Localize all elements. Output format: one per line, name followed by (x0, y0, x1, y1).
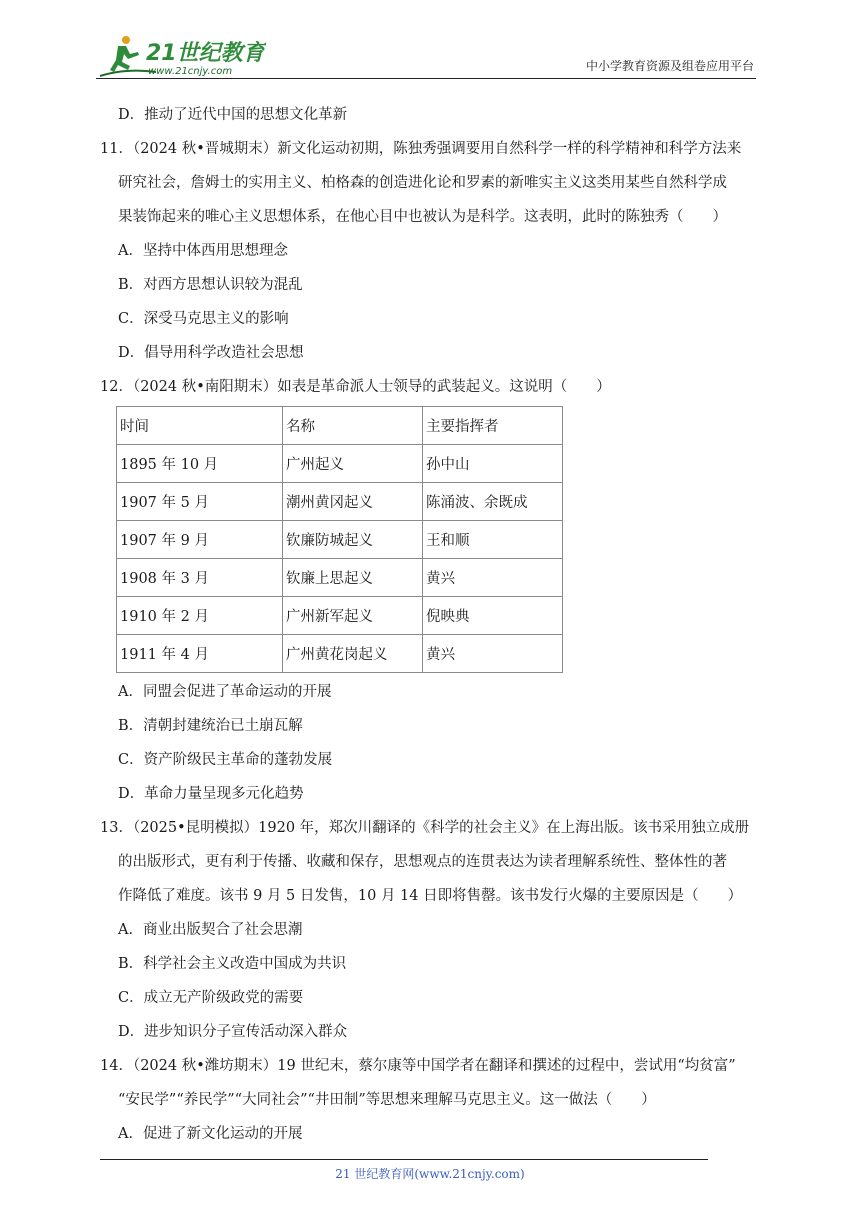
q14-option-a: A．促进了新文化运动的开展 (118, 1126, 303, 1142)
q12-stem: 12．（2024 秋•南阳期末）如表是革命派人士领导的武装起义。这说明（ ） (100, 379, 611, 395)
table-cell: 潮州黄冈起义 (283, 483, 423, 521)
q13-option-b: B．科学社会主义改造中国成为共识 (118, 956, 347, 972)
table-row (117, 597, 563, 635)
table-cell: 陈涌波、余既成 (423, 483, 563, 521)
document-body (100, 98, 764, 1151)
logo-text: 21世纪教育 (146, 41, 265, 66)
q13-option-d: D．进步知识分子宣传活动深入群众 (118, 1024, 348, 1040)
question-14 (100, 1049, 764, 1151)
q12-option-a: A．同盟会促进了革命运动的开展 (118, 684, 332, 700)
table-cell: 1910 年 2 月 (117, 597, 283, 635)
table-cell: 1908 年 3 月 (117, 559, 283, 597)
table-header-cell: 名称 (283, 407, 423, 445)
table-row (117, 483, 563, 521)
site-logo (96, 32, 266, 78)
table-cell: 1895 年 10 月 (117, 445, 283, 483)
prev-option-d: D．推动了近代中国的思想文化革新 (118, 107, 348, 123)
uprisings-table (116, 406, 563, 673)
question-12 (100, 370, 764, 811)
q14-stem-line-2: “安民学”“养民学”“大同社会”“井田制”等思想来理解马克思主义。这一做法（ ） (118, 1092, 656, 1108)
table-cell: 孙中山 (423, 445, 563, 483)
q13-option-a: A．商业出版契合了社会思潮 (118, 922, 303, 938)
table-cell: 广州起义 (283, 445, 423, 483)
q11-option-d: D．倡导用科学改造社会思想 (118, 345, 304, 361)
table-cell: 钦廉防城起义 (283, 521, 423, 559)
question-11 (100, 132, 764, 370)
q12-option-b: B．清朝封建统治已土崩瓦解 (118, 718, 303, 734)
q11-stem-line-2: 研究社会，詹姆士的实用主义、柏格森的创造进化论和罗素的新唯实主义这类用某些自然科学成 (118, 175, 727, 191)
table-row (117, 559, 563, 597)
question-13 (100, 811, 764, 1049)
table-header-row (117, 407, 563, 445)
logo-url: www.21cnjy.com (148, 66, 233, 77)
q11-stem-line-3: 果装饰起来的唯心主义思想体系，在他心目中也被认为是科学。这表明，此时的陈独秀（ ） (118, 209, 727, 225)
table-row (117, 635, 563, 673)
q13-option-c: C．成立无产阶级政党的需要 (118, 990, 304, 1006)
platform-name: 中小学教育资源及组卷应用平台 (585, 59, 754, 73)
table-cell: 广州新军起义 (283, 597, 423, 635)
table-cell: 钦廉上思起义 (283, 559, 423, 597)
table-cell: 1911 年 4 月 (117, 635, 283, 673)
q11-stem-line-1: 11．（2024 秋•晋城期末）新文化运动初期，陈独秀强调要用自然科学一样的科学精神和科学方法来 (100, 141, 742, 157)
q11-option-c: C．深受马克思主义的影响 (118, 311, 289, 327)
q14-stem-line-1: 14．（2024 秋•潍坊期末）19 世纪末，蔡尔康等中国学者在翻译和撰述的过程中，尝试用“均贫富” (100, 1058, 736, 1074)
q13-stem-line-1: 13．（2025•昆明模拟）1920 年，郑次川翻译的《科学的社会主义》在上海出版。该书采用独立成册 (100, 820, 750, 836)
table-cell: 黄兴 (423, 559, 563, 597)
table-cell: 广州黄花岗起义 (283, 635, 423, 673)
page-header (96, 30, 756, 79)
q11-option-b: B．对西方思想认识较为混乱 (118, 277, 303, 293)
q11-option-a: A．坚持中体西用思想理念 (118, 243, 288, 259)
q12-option-c: C．资产阶级民主革命的蓬勃发展 (118, 752, 333, 768)
footer-link[interactable]: 21 世纪教育网(www.21cnjy.com) (335, 1167, 525, 1181)
q13-stem-line-2: 的出版形式，更有利于传播、收藏和保存，思想观点的连贯表达为读者理解系统性、整体性的著 (118, 854, 727, 870)
table-cell: 王和顺 (423, 521, 563, 559)
table-row (117, 445, 563, 483)
table-row (117, 521, 563, 559)
table-cell: 1907 年 9 月 (117, 521, 283, 559)
table-header-cell: 主要指挥者 (423, 407, 563, 445)
q13-stem-line-3: 作降低了难度。该书 9 月 5 日发售，10 月 14 日即将售罄。该书发行火爆的主要原因是（ ） (118, 888, 743, 904)
footer-divider (100, 1159, 708, 1160)
table-cell: 1907 年 5 月 (117, 483, 283, 521)
table-header-cell: 时间 (117, 407, 283, 445)
q12-option-d: D．革命力量呈现多元化趋势 (118, 786, 304, 802)
table-cell: 倪映典 (423, 597, 563, 635)
table-cell: 黄兴 (423, 635, 563, 673)
